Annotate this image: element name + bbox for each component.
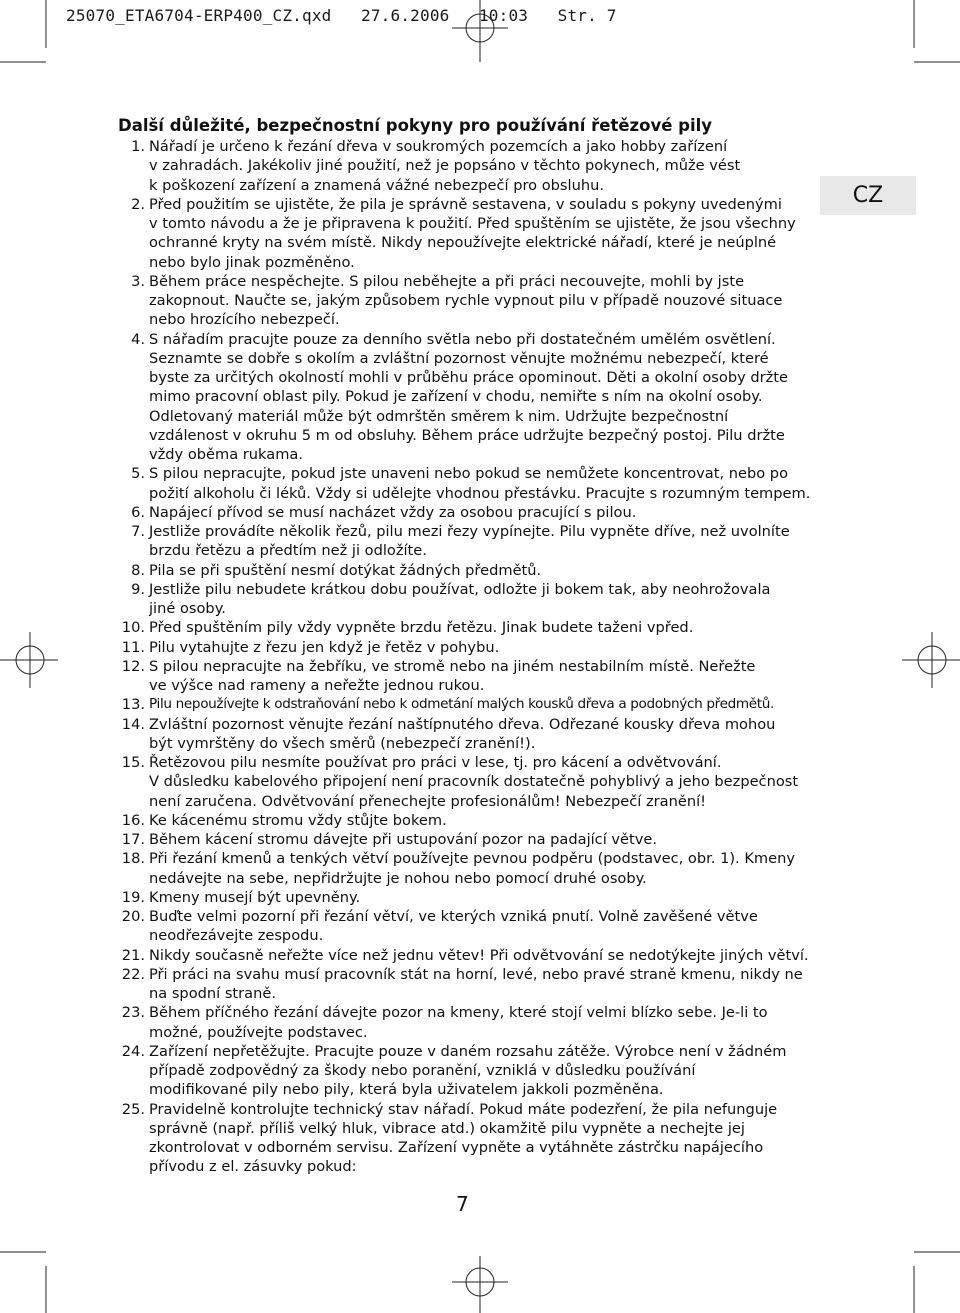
list-item-text: Ke kácenému stromu vždy stůjte bokem. (149, 811, 447, 829)
list-item-number: 16. (121, 811, 145, 829)
list-item-number: 14. (121, 715, 145, 733)
list-item-text: Jestliže pilu nebudete krátkou dobu používat, odložte ji bokem tak, aby neohrožovala jiné osoby. (149, 580, 771, 617)
list-item (118, 1003, 818, 1042)
list-item (118, 195, 818, 272)
list-item (118, 330, 818, 465)
list-item (118, 830, 818, 849)
list-item-text: Pilu vytahujte z řezu jen když je řetěz v pohybu. (149, 638, 500, 656)
list-item-text: Řetězovou pilu nesmíte používat pro práci v lese, tj. pro kácení a odvětvování. V důsledku kabelového připojení není pracovník dostatečně pohyblivý a jeho bezpečnost není zaručena. Odvětvování přenechejte profesionálům! Nebezpečí zranění! (149, 754, 799, 810)
list-item (118, 464, 818, 503)
list-item-text: Při práci na svahu musí pracovník stát na horní, levé, nebo pravé straně kmenu, nikdy ne na spodní straně. (149, 965, 803, 1002)
list-item-text: S nářadím pracujte pouze za denního světla nebo při dostatečném umělém osvětlení. Seznamte se dobře s okolím a zvláštní pozornost věnujte možnému nebezpečí, které byste za určitých okolností mohli v průběhu práce opominout. Děti a okolní osoby držte mimo pracovní oblast pily. Pokud je zařízení v chodu, nemiřte s ním na okolní osoby. Odletovaný materiál může být odmrštěn směrem k nim. Udržujte bezpečnostní vzdálenost v okruhu 5 m od obsluhy. Během práce udržujte bezpečný postoj. Pilu držte vždy oběma rukama. (149, 330, 789, 463)
list-item-text: Pilu nepoužívejte k odstraňování nebo k odmetání malých kousků dřeva a podobných předmětů. (149, 696, 774, 713)
list-item-number: 18. (121, 850, 145, 868)
list-item (118, 907, 818, 946)
list-item (118, 811, 818, 830)
list-item-text: Nikdy současně neřežte více než jednu větev! Při odvětvování se nedotýkejte jiných větví. (149, 946, 809, 964)
list-item (118, 888, 818, 907)
list-item (118, 580, 818, 619)
list-item-text: Pravidelně kontrolujte technický stav nářadí. Pokud máte podezření, že pila nefunguje správně (např. příliš velký hluk, vibrace atd.) okamžitě pilu vypněte a nechejte jej zkontrolovat v odborném servisu. Zařízení vypněte a vytáhněte zástrčku napájecího přívodu z el. zásuvky pokud: (149, 1100, 778, 1176)
list-item-number: 4. (131, 330, 145, 348)
list-item-number: 6. (131, 503, 145, 521)
list-item-number: 21. (121, 946, 145, 964)
list-item (118, 503, 818, 522)
page-number: 7 (456, 1192, 469, 1216)
list-item-text: Napájecí přívod se musí nacházet vždy za osobou pracující s pilou. (149, 503, 637, 521)
list-item (118, 618, 818, 637)
list-item (118, 561, 818, 580)
list-item-text: S pilou nepracujte, pokud jste unaveni nebo pokud se nemůžete koncentrovat, nebo po požití alkoholu či léků. Vždy si udělejte vhodnou přestávku. Pracujte s rozumným tempem. (149, 465, 811, 502)
list-item-text: Před použitím se ujistěte, že pila je správně sestavena, v souladu s pokyny uvedenými v tomto návodu a že je připravena k použití. Před spuštěním se ujistěte, že jsou všechny ochranné kryty na svém místě. Nikdy nepoužívejte elektrické nářadí, které je neúplné nebo bylo jinak pozměněno. (149, 195, 796, 271)
section-title: Další důležité, bezpečnostní pokyny pro používání řetězové pily (118, 116, 713, 135)
list-item-text: Zvláštní pozornost věnujte řezání naštípnutého dřeva. Odřezané kousky dřeva mohou být vymrštěny do všech směrů (nebezpečí zranění!). (149, 715, 776, 752)
list-item (118, 946, 818, 965)
list-item (118, 522, 818, 561)
list-item-text: Před spuštěním pily vždy vypněte brzdu řetězu. Jinak budete taženi vpřed. (149, 619, 694, 637)
list-item-number: 15. (121, 754, 145, 771)
list-item-text: Buďte velmi pozorní při řezání větví, ve kterých vzniká pnutí. Volně zavěšené větve neodřezávejte zespodu. (149, 908, 758, 945)
list-item (118, 849, 818, 888)
list-item-text: Během práce nespěchejte. S pilou neběhejte a při práci necouvejte, mohli by jste zakopnout. Naučte se, jakým způsobem rychle vypnout pilu v případě nouzové situace nebo hrozícího nebezpečí. (149, 272, 783, 329)
list-item-number: 7. (131, 523, 145, 540)
list-item-number: 23. (121, 1004, 145, 1022)
list-item-number: 25. (121, 1100, 145, 1118)
print-header: 25070_ETA6704-ERP400_CZ.qxd 27.6.2006 10:03 Str. 7 (66, 6, 617, 25)
list-item (118, 657, 818, 696)
list-item (118, 753, 818, 811)
list-item-number: 3. (131, 272, 145, 290)
list-item-number: 24. (121, 1042, 145, 1060)
list-item-number: 22. (121, 965, 145, 983)
list-item-number: 10. (121, 619, 145, 637)
list-item-text: Zařízení nepřetěžujte. Pracujte pouze v daném rozsahu zátěže. Výrobce není v žádném případě zodpovědný za škody nebo poranění, vzniklá v důsledku používání modifikované pily nebo pily, která byla uživatelem jakkoli pozměněna. (149, 1042, 787, 1099)
list-item-number: 20. (121, 908, 145, 925)
list-item-number: 11. (121, 638, 145, 656)
list-item-number: 1. (131, 138, 145, 155)
list-item-number: 2. (131, 195, 145, 213)
list-item-text: Během kácení stromu dávejte při ustupování pozor na padající větve. (149, 831, 657, 848)
list-item-text: Během příčného řezání dávejte pozor na kmeny, které stojí velmi blízko sebe. Je-li to možné, používejte podstavec. (149, 1004, 768, 1041)
list-item-text: S pilou nepracujte na žebříku, ve stromě nebo na jiném nestabilním místě. Neřežte ve výšce nad rameny a neřežte jednou rukou. (149, 657, 756, 694)
list-item-text: Kmeny musejí být upevněny. (149, 888, 361, 906)
list-item (118, 715, 818, 754)
list-item-text: Jestliže provádíte několik řezů, pilu mezi řezy vypínejte. Pilu vypněte dříve, než uvolníte brzdu řetězu a předtím než ji odložíte. (149, 523, 790, 560)
list-item (118, 1042, 818, 1100)
list-item-number: 8. (131, 561, 145, 579)
list-item-number: 9. (131, 580, 145, 598)
list-item (118, 1100, 818, 1177)
list-item (118, 272, 818, 330)
list-item (118, 638, 818, 657)
list-item-number: 13. (121, 696, 145, 714)
list-item-text: Pila se při spuštění nesmí dotýkat žádných předmětů. (149, 561, 542, 579)
list-item (118, 695, 818, 714)
list-item-number: 5. (131, 465, 145, 483)
language-badge: CZ (820, 176, 916, 215)
list-item-number: 17. (121, 831, 145, 848)
list-item (118, 137, 818, 195)
list-item-number: 19. (121, 888, 145, 906)
list-item-text: Nářadí je určeno k řezání dřeva v soukromých pozemcích a jako hobby zařízení v zahradách. Jakékoliv jiné použití, než je popsáno v těchto pokynech, může vést k poškození zařízení a znamená vážné nebezpečí pro obsluhu. (149, 138, 741, 194)
list-item (118, 965, 818, 1004)
list-item-text: Při řezání kmenů a tenkých větví používejte pevnou podpěru (podstavec, obr. 1). Kmeny nedávejte na sebe, nepřidržujte je nohou nebo pomocí druhé osoby. (149, 850, 795, 887)
list-item-number: 12. (121, 657, 145, 675)
safety-instructions-list (118, 137, 818, 1177)
